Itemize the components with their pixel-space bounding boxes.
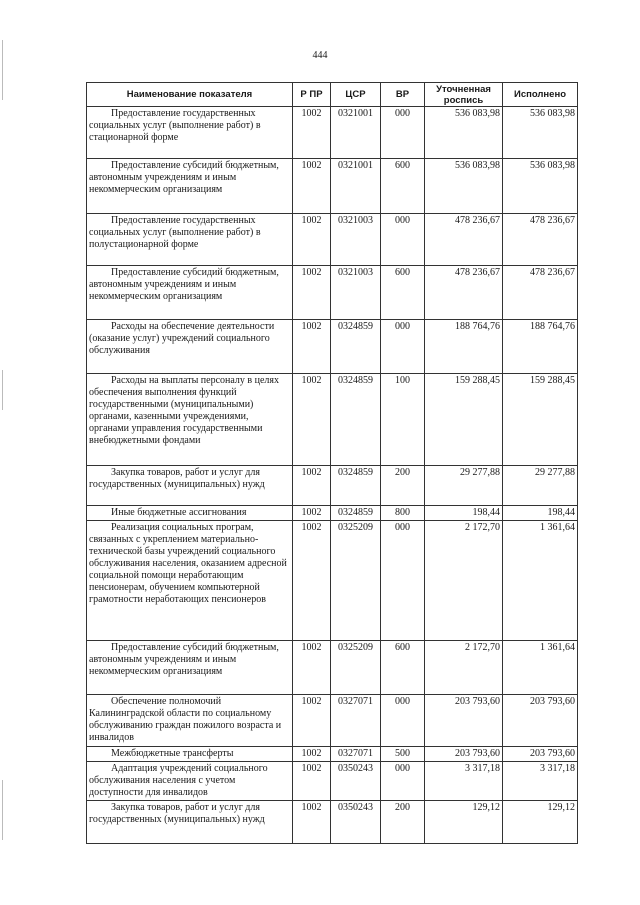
row-name: Адаптация учреждений социального обслуживания населения с учетом доступности для инвалидов [87,762,293,801]
row-planned: 129,12 [425,801,503,844]
row-rpr: 1002 [293,641,331,695]
row-name: Иные бюджетные ассигнования [87,506,293,521]
row-rpr: 1002 [293,506,331,521]
table-row [87,374,578,466]
row-vr: 800 [381,506,425,521]
row-vr: 200 [381,801,425,844]
table-row [87,521,578,641]
row-executed: 29 277,88 [503,466,578,506]
row-planned: 478 236,67 [425,266,503,320]
table-row [87,159,578,214]
row-planned: 536 083,98 [425,107,503,159]
row-rpr: 1002 [293,374,331,466]
row-executed: 198,44 [503,506,578,521]
row-planned: 198,44 [425,506,503,521]
row-planned: 29 277,88 [425,466,503,506]
header-rpr: Р ПР [293,83,331,107]
page-number: 444 [312,50,328,61]
row-executed: 129,12 [503,801,578,844]
scan-margin-mark [2,40,3,100]
row-name: Предоставление государственных социальных услуг (выполнение работ) в полустационарной форме [87,214,293,266]
table-row [87,466,578,506]
row-csr: 0350243 [331,762,381,801]
row-name: Обеспечение полномочий Калининградской области по социальному обслуживанию граждан пожилого возраста и инвалидов [87,695,293,747]
row-vr: 000 [381,695,425,747]
row-executed: 188 764,76 [503,320,578,374]
row-planned: 478 236,67 [425,214,503,266]
scan-margin-mark [2,780,3,840]
table-row [87,266,578,320]
row-vr: 100 [381,374,425,466]
row-rpr: 1002 [293,214,331,266]
table-row [87,320,578,374]
row-csr: 0350243 [331,801,381,844]
row-csr: 0324859 [331,466,381,506]
row-executed: 1 361,64 [503,521,578,641]
row-vr: 000 [381,762,425,801]
table-row [87,107,578,159]
row-planned: 536 083,98 [425,159,503,214]
row-csr: 0321003 [331,266,381,320]
row-name: Расходы на выплаты персоналу в целях обеспечения выполнения функций государственными (муниципальными) органами, казенными учреждениями, органами управления государственными внебюджетными фондами [87,374,293,466]
row-executed: 3 317,18 [503,762,578,801]
row-csr: 0325209 [331,521,381,641]
row-name: Закупка товаров, работ и услуг для государственных (муниципальных) нужд [87,466,293,506]
row-name: Предоставление субсидий бюджетным, автономным учреждениям и иным некоммерческим организациям [87,266,293,320]
header-name: Наименование показателя [87,83,293,107]
row-vr: 200 [381,466,425,506]
row-name: Предоставление государственных социальных услуг (выполнение работ) в стационарной форме [87,107,293,159]
row-csr: 0325209 [331,641,381,695]
row-name: Расходы на обеспечение деятельности (оказание услуг) учреждений социального обслуживания [87,320,293,374]
row-rpr: 1002 [293,159,331,214]
row-executed: 536 083,98 [503,107,578,159]
row-planned: 203 793,60 [425,695,503,747]
row-rpr: 1002 [293,266,331,320]
row-name: Закупка товаров, работ и услуг для государственных (муниципальных) нужд [87,801,293,844]
row-csr: 0321001 [331,159,381,214]
table-row [87,695,578,747]
header-planned: Уточненная роспись [425,83,503,107]
row-rpr: 1002 [293,466,331,506]
row-rpr: 1002 [293,747,331,762]
row-name: Реализация социальных програм, связанных с укреплением материально-технической базы учреждений социального обслуживания населения, оказанием адресной социальной помощи неработающим пенсионерам, обучением компьютерной грамотности неработающих пенсионеров [87,521,293,641]
row-vr: 000 [381,521,425,641]
row-vr: 600 [381,266,425,320]
row-planned: 2 172,70 [425,641,503,695]
row-csr: 0324859 [331,374,381,466]
table-row [87,747,578,762]
row-csr: 0321003 [331,214,381,266]
row-planned: 159 288,45 [425,374,503,466]
row-name: Предоставление субсидий бюджетным, автономным учреждениям и иным некоммерческим организациям [87,641,293,695]
row-csr: 0321001 [331,107,381,159]
budget-table [86,82,578,844]
row-csr: 0327071 [331,747,381,762]
row-vr: 000 [381,107,425,159]
table-row [87,506,578,521]
row-executed: 203 793,60 [503,747,578,762]
row-executed: 1 361,64 [503,641,578,695]
table-row [87,641,578,695]
row-executed: 536 083,98 [503,159,578,214]
row-rpr: 1002 [293,801,331,844]
row-planned: 3 317,18 [425,762,503,801]
row-rpr: 1002 [293,762,331,801]
table-row [87,214,578,266]
row-executed: 159 288,45 [503,374,578,466]
header-csr: ЦСР [331,83,381,107]
table-row [87,801,578,844]
table-row [87,762,578,801]
row-csr: 0327071 [331,695,381,747]
row-csr: 0324859 [331,320,381,374]
row-executed: 203 793,60 [503,695,578,747]
row-csr: 0324859 [331,506,381,521]
row-vr: 500 [381,747,425,762]
scan-margin-mark [2,370,3,410]
row-planned: 2 172,70 [425,521,503,641]
row-vr: 000 [381,320,425,374]
row-vr: 600 [381,159,425,214]
row-vr: 000 [381,214,425,266]
row-planned: 203 793,60 [425,747,503,762]
row-name: Межбюджетные трансферты [87,747,293,762]
row-executed: 478 236,67 [503,214,578,266]
table-header-row [87,83,578,107]
row-rpr: 1002 [293,320,331,374]
row-rpr: 1002 [293,521,331,641]
row-name: Предоставление субсидий бюджетным, автономным учреждениям и иным некоммерческим организациям [87,159,293,214]
header-executed: Исполнено [503,83,578,107]
row-rpr: 1002 [293,107,331,159]
row-executed: 478 236,67 [503,266,578,320]
row-planned: 188 764,76 [425,320,503,374]
row-rpr: 1002 [293,695,331,747]
header-vr: ВР [381,83,425,107]
row-vr: 600 [381,641,425,695]
